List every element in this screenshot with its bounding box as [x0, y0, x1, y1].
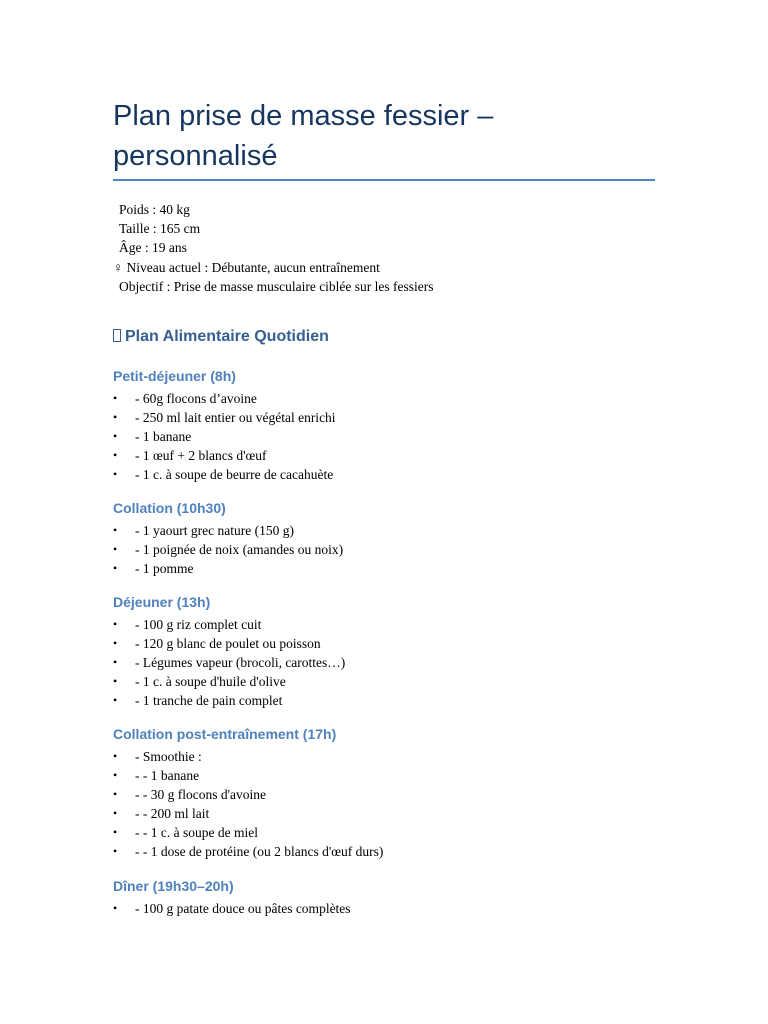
document-title: Plan prise de masse fessier – personnalisé [113, 100, 494, 172]
section-heading: Collation post-entraînement (17h) [113, 726, 337, 742]
bullet-icon: • [113, 617, 118, 631]
list-item: • - Smoothie : [113, 747, 383, 766]
list-item: • - 1 œuf + 2 blancs d'œuf [113, 446, 336, 465]
item-list [113, 389, 336, 484]
list-item: • - 1 c. à soupe de beurre de cacahuète [113, 465, 336, 484]
list-item: • - 120 g blanc de poulet ou poisson [113, 634, 345, 653]
section-heading: Dîner (19h30–20h) [113, 878, 234, 894]
list-item: • - - 1 dose de protéine (ou 2 blancs d'œuf durs) [113, 842, 383, 861]
section-breakfast [113, 367, 336, 484]
list-item: • - 1 poignée de noix (amandes ou noix) [113, 540, 343, 559]
plan-heading-text: Plan Alimentaire Quotidien [125, 328, 329, 345]
bullet-icon: • [113, 674, 118, 689]
bullet-icon: • [113, 787, 118, 802]
list-item: • - 1 pomme [113, 559, 343, 578]
list-item: • - Légumes vapeur (brocoli, carottes…) [113, 653, 345, 672]
bullet-icon: • [113, 448, 118, 463]
bullet-icon: • [113, 523, 118, 537]
profile-level: ♀ Niveau actuel : Débutante, aucun entraînement [113, 259, 380, 275]
list-item: • - 100 g riz complet cuit [113, 615, 345, 634]
bullet-icon: • [113, 749, 118, 763]
plan-heading [113, 328, 329, 346]
list-item: • - - 1 banane [113, 766, 383, 785]
list-item: • - - 30 g flocons d'avoine [113, 785, 383, 804]
item-list [113, 747, 383, 862]
bullet-icon: • [113, 768, 118, 783]
bullet-icon: • [113, 410, 118, 425]
bullet-icon: • [113, 844, 118, 859]
section-heading: Collation (10h30) [113, 500, 226, 516]
list-item: • - 250 ml lait entier ou végétal enrichi [113, 408, 336, 427]
list-item: • - 1 tranche de pain complet [113, 691, 345, 710]
bullet-icon: • [113, 655, 118, 670]
section-lunch [113, 593, 345, 710]
profile-age: Âge : 19 ans [119, 240, 187, 256]
profile-goal: Objectif : Prise de masse musculaire ciblée sur les fessiers [119, 278, 434, 294]
bullet-icon: • [113, 636, 118, 651]
profile-info [113, 200, 434, 296]
missing-glyph-icon [113, 329, 121, 342]
title-underline [113, 179, 655, 181]
list-item: • - 60g flocons d’avoine [113, 389, 336, 408]
item-list [113, 899, 351, 918]
list-item: • - - 200 ml lait [113, 804, 383, 823]
bullet-icon: • [113, 391, 118, 405]
bullet-icon: • [113, 467, 118, 482]
bullet-icon: • [113, 901, 118, 915]
section-dinner [113, 877, 351, 918]
bullet-icon: • [113, 693, 118, 708]
bullet-icon: • [113, 429, 118, 444]
bullet-icon: • [113, 561, 118, 576]
list-item: • - 1 banane [113, 427, 336, 446]
list-item: • - 1 yaourt grec nature (150 g) [113, 521, 343, 540]
bullet-icon: • [113, 806, 118, 821]
list-item: • - - 1 c. à soupe de miel [113, 823, 383, 842]
profile-weight: Poids : 40 kg [119, 202, 190, 217]
list-item: • - 100 g patate douce ou pâtes complètes [113, 899, 351, 918]
section-heading: Déjeuner (13h) [113, 594, 211, 610]
bullet-icon: • [113, 542, 118, 557]
item-list [113, 615, 345, 710]
list-item: • - 1 c. à soupe d'huile d'olive [113, 672, 345, 691]
section-heading: Petit-déjeuner (8h) [113, 368, 236, 384]
section-morning-snack [113, 499, 343, 578]
bullet-icon: • [113, 825, 118, 840]
item-list [113, 521, 343, 578]
profile-height: Taille : 165 cm [119, 221, 201, 237]
section-post-workout-snack [113, 725, 383, 862]
